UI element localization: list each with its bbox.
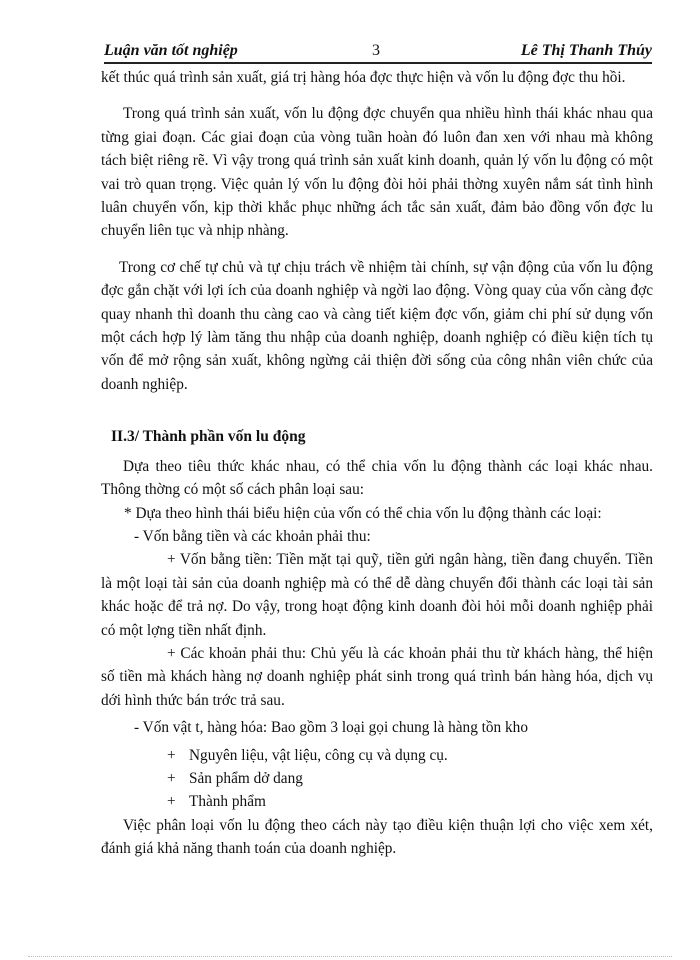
list-item-cash-receivables: - Vốn bằng tiền và các khoản phải thu: — [134, 527, 371, 545]
list-item: + Thành phẩm — [167, 793, 266, 811]
list-item-cash: + Vốn bằng tiền: Tiền mặt tại quỹ, tiền gửi ngân hàng, tiền đang chuyển. Tiền là một loại tài sản của doanh nghiệp mà có thể dễ dàng chuyển đổi thành các loại tài sản khác hoặc để trả nợ. Do vậy, trong hoạt động kinh doanh đòi hỏi mỗi doanh nghiệp phải có một lợng tiền nhất định. — [101, 551, 653, 639]
list-item-receivables: + Các khoản phải thu: Chủ yếu là các khoản phải thu từ khách hàng, thể hiện số tiền mà khách hàng nợ doanh nghiệp phát sinh trong quá trình bán hàng hóa, dịch vụ dới hình thức bán trớc trả sau. — [101, 644, 653, 709]
page-bottom-divider — [28, 956, 672, 957]
list-item: + Sản phẩm dở dang — [167, 769, 303, 787]
page-header — [104, 40, 652, 64]
classification-criterion: * Dựa theo hình thái biểu hiện của vốn có thể chia vốn lu động thành các loại: — [124, 504, 602, 522]
closing-paragraph: Việc phân loại vốn lu động theo cách này tạo điều kiện thuận lợi cho việc xem xét, đánh giá khả năng thanh toán của doanh nghiệp. — [101, 816, 653, 858]
header-thesis-label: Luận văn tốt nghiệp — [104, 42, 238, 59]
header-author: Lê Thị Thanh Thúy — [520, 42, 652, 59]
paragraph-1: kết thúc quá trình sản xuất, giá trị hàng hóa đợc thực hiện và vốn lu động đợc thu hồi. — [101, 69, 626, 86]
paragraph-3: Trong cơ chế tự chủ và tự chịu trách về nhiệm tài chính, sự vận động của vốn lu động đợc gắn chặt với lợi ích của doanh nghiệp và ngời lao động. Vòng quay của vốn càng đợc quay nhanh thì doanh thu càng cao và càng tiết kiệm đợc vốn, giảm chi phí sử dụng vốn một cách hợp lý làm tăng thu nhập của doanh nghiệp, doanh nghiệp có điều kiện tích tụ vốn để mở rộng sản xuất, không ngừng cải thiện đời sống của công nhân viên chức của doanh nghiệp. — [101, 258, 653, 393]
document-body — [101, 66, 653, 861]
section-intro: Dựa theo tiêu thức khác nhau, có thể chia vốn lu động thành các loại khác nhau. Thông thờng có một số cách phân loại sau: — [101, 457, 653, 499]
page-number: 3 — [372, 42, 380, 59]
list-item-inventory: - Vốn vật t, hàng hóa: Bao gồm 3 loại gọi chung là hàng tồn kho — [134, 719, 528, 737]
list-item: + Nguyên liệu, vật liệu, công cụ và dụng cụ. — [167, 746, 448, 764]
section-heading: II.3/ Thành phần vốn lu động — [111, 428, 306, 446]
paragraph-2: Trong quá trình sản xuất, vốn lu động đợc chuyển qua nhiều hình thái khác nhau qua từng giai đoạn. Các giai đoạn của vòng tuần hoàn đó luôn đan xen với nhau mà không tách biệt riêng rẽ. Vì vậy trong quá trình sản xuất kinh doanh, quản lý vốn lu động có một vai trò quan trọng. Việc quản lý vốn lu động đòi hỏi phải thờng xuyên nắm sát tình hình luân chuyển vốn, kịp thời khắc phục những ách tắc sản xuất, đảm bảo đồng vốn đợc lu chuyển liên tục và nhịp nhàng. — [101, 105, 653, 240]
